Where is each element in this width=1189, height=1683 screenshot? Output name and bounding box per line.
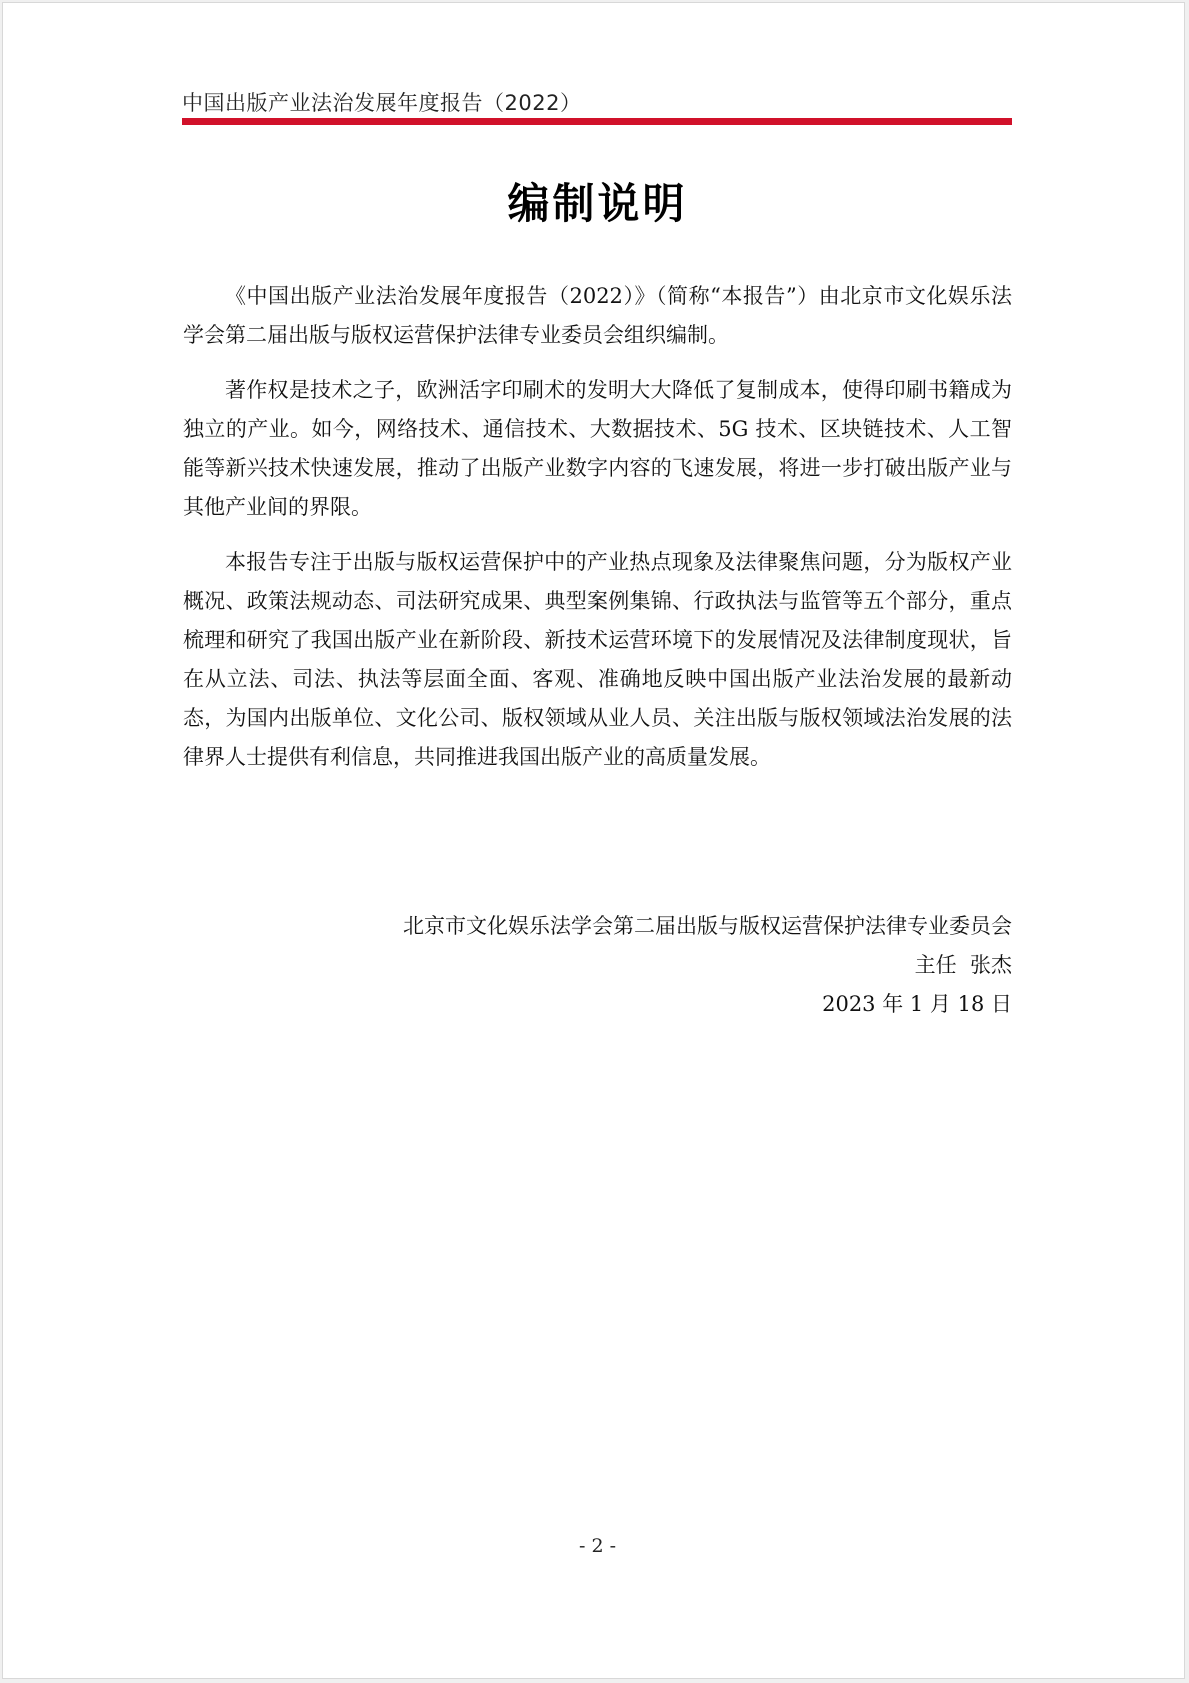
header-rule — [182, 118, 1012, 125]
page-title: 编制说明 — [507, 179, 688, 228]
paragraph-background: 著作权是技术之子，欧洲活字印刷术的发明大大降低了复制成本，使得印刷书籍成为独立的产业。如今，网络技术、通信技术、大数据技术、5G 技术、区块链技术、人工智能等新兴技术快速发展，推动了出版产业数字内容的飞速发展，将进一步打破出版产业与其他产业间的界限。 — [183, 378, 1012, 519]
document-page — [2, 2, 1185, 1679]
signature-date: 2023 年 1 月 18 日 — [822, 992, 1012, 1016]
signature-organization: 北京市文化娱乐法学会第二届出版与版权运营保护法律专业委员会 — [403, 914, 1012, 938]
body-text — [183, 277, 1012, 793]
paragraph-scope: 本报告专注于出版与版权运营保护中的产业热点现象及法律聚焦问题，分为版权产业概况、政策法规动态、司法研究成果、典型案例集锦、行政执法与监管等五个部分，重点梳理和研究了我国出版产业在新阶段、新技术运营环境下的发展情况及法律制度现状，旨在从立法、司法、执法等层面全面、客观、准确地反映中国出版产业法治发展的最新动态，为国内出版单位、文化公司、版权领域从业人员、关注出版与版权领域法治发展的法律界人士提供有利信息，共同推进我国出版产业的高质量发展。 — [183, 550, 1012, 769]
running-header: 中国出版产业法治发展年度报告（2022） — [182, 91, 582, 115]
signature-chair: 主任 张杰 — [914, 953, 1012, 977]
paragraph-intro: 《中国出版产业法治发展年度报告（2022）》（简称“本报告”）由北京市文化娱乐法学会第二届出版与版权运营保护法律专业委员会组织编制。 — [183, 284, 1012, 347]
page-number: - 2 - — [578, 1535, 616, 1557]
signature-block — [183, 907, 1012, 1024]
